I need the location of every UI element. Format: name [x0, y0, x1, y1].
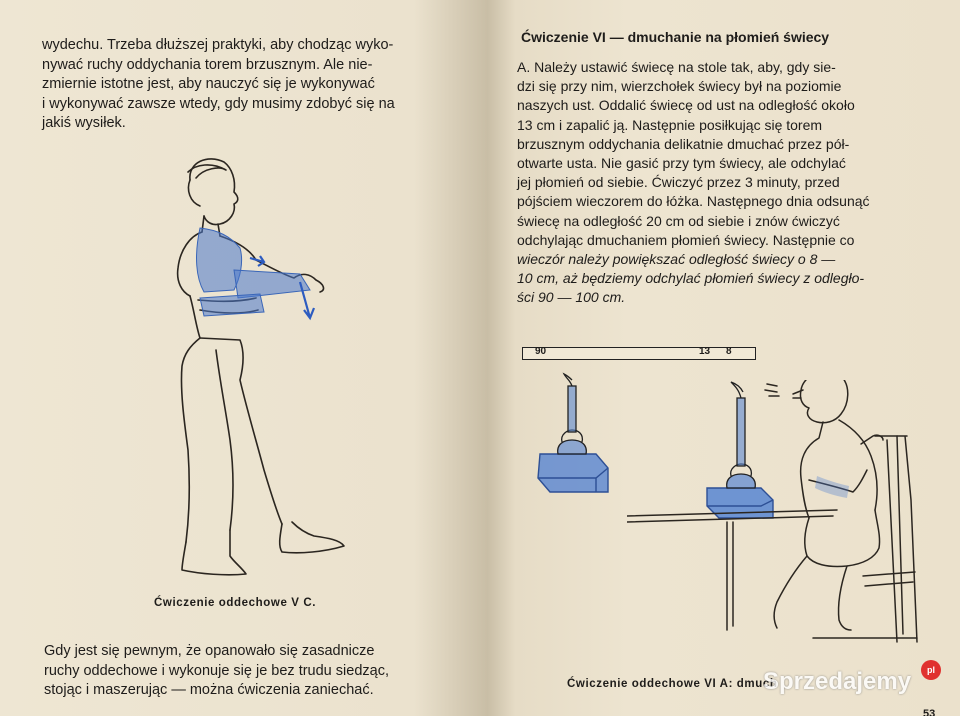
text-line: A. Należy ustawić świecę na stole tak, aby, gdy sie-	[517, 59, 836, 75]
candle-on-book-far-illustration	[532, 370, 622, 500]
text-line: i wykonywać zawsze wtedy, gdy musimy zdobyć się na	[42, 95, 395, 112]
standing-man-illustration	[160, 150, 370, 580]
exercise-paragraph	[517, 58, 915, 308]
watermark-badge: pl	[921, 660, 941, 680]
text-line: nywać ruchy oddychania torem brzusznym. Ale nie-	[42, 56, 373, 73]
text-line: świecę na odległość 20 cm od siebie i znów ćwiczyć	[517, 212, 840, 229]
text-line: brzusznym oddychania delikatnie dmuchać przez pół-	[517, 135, 850, 152]
text-line: wieczór należy powiększać odległość świecy o 8 —	[517, 251, 836, 268]
text-line: zmiernie istotne jest, aby nauczyć się je wykonywać	[42, 76, 375, 93]
text-line: jej płomień od siebie. Ćwiczyć przez 3 minuty, przed	[517, 174, 840, 191]
seated-man-blowing-candle-illustration	[627, 380, 957, 645]
text-line: dzi się przy nim, wierzchołek świecy był na poziomie	[517, 78, 842, 95]
text-line: 10 cm, aż będziemy odchylać płomień świecy z odległo-	[517, 270, 865, 287]
distance-ruler	[522, 347, 756, 360]
left-bottom-paragraph	[44, 642, 446, 701]
page-number: 53	[923, 708, 936, 716]
ruler-mark: 90	[535, 346, 547, 357]
text-line: ruchy oddechowe i wykonuje się je bez trudu siedząc,	[44, 662, 389, 679]
text-line: Gdy jest się pewnym, że opanowało się zasadnicze	[44, 643, 375, 659]
left-top-paragraph	[42, 36, 444, 134]
left-figure-caption: Ćwiczenie oddechowe V C.	[154, 597, 317, 609]
text-line: odchylając dmuchaniem płomień świecy. Następnie co	[517, 231, 855, 248]
text-line: pójściem wieczorem do łóżka. Następnego dnia odsunąć	[517, 193, 870, 210]
ruler-mark: 8	[726, 346, 732, 357]
text-line: ści 90 — 100 cm.	[517, 289, 626, 306]
text-line: naszych ust. Oddalić świecę od ust na odległość około	[517, 97, 855, 114]
ruler-mark: 13	[699, 346, 711, 357]
text-line: wydechu. Trzeba dłuższej praktyki, aby chodząc wyko-	[42, 37, 394, 53]
exercise-heading: Ćwiczenie VI — dmuchanie na płomień świecy	[521, 29, 830, 45]
text-line: jakiś wysiłek.	[42, 115, 126, 132]
right-figure-caption: Ćwiczenie oddechowe VI A: dmuch	[567, 678, 778, 690]
right-page	[487, 0, 960, 716]
sprzedajemy-watermark: Sprzedajemy	[763, 668, 912, 695]
text-line: stojąc i maszerując — można ćwiczenia zaniechać.	[44, 682, 374, 699]
text-line: 13 cm i zapalić ją. Następnie posiłkując się torem	[517, 116, 823, 133]
text-line: otwarte usta. Nie gasić przy tym świecy, ale odchylać	[517, 155, 846, 172]
